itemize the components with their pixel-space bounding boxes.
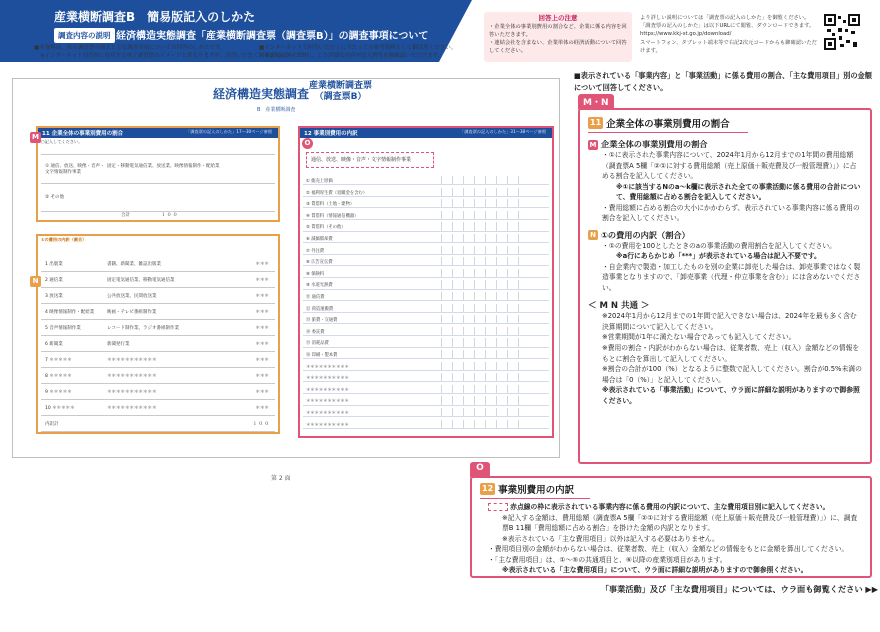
expense-item-label: ⑬ 旅費・交通費 bbox=[306, 318, 338, 324]
tab-mn: M・N bbox=[578, 94, 614, 109]
cell: ＊＊＊ bbox=[255, 310, 269, 315]
note-1b: ※インターネット回答時に使用する電子調査票のイメージと異なりますが、回答いただく調査事項は同じです。 bbox=[40, 53, 314, 60]
m-line-3: ・費用総額に占める割合の大小にかかわらず、表示されている事業内容に係る費用の割合を記入してください。 bbox=[602, 203, 860, 223]
table-row bbox=[41, 368, 275, 384]
amount-cells[interactable] bbox=[431, 396, 527, 404]
cell: 8 ＊＊＊＊＊ bbox=[45, 374, 72, 379]
common-line-5: ※表示されている「事業活動」について、ウラ面に詳細な説明がありますので御参照ください。 bbox=[602, 386, 860, 405]
expense-item-label: ⑭ 委託費 bbox=[306, 329, 325, 335]
amount-cells[interactable] bbox=[431, 246, 527, 254]
preview-title: 経済構造実態調査 bbox=[213, 87, 310, 101]
cell: 9 ＊＊＊＊＊ bbox=[45, 390, 72, 395]
table-row bbox=[303, 373, 549, 382]
cell: 6 新聞業 bbox=[45, 342, 63, 347]
tab-o: O bbox=[470, 462, 490, 477]
expense-item-label: ③ 賃借料（土地・建物） bbox=[306, 202, 355, 208]
amount-cells[interactable] bbox=[431, 385, 527, 393]
info-line-3: スマートフォン、タブレット端末等で右記2次元コードからも御確認いただけます。 bbox=[640, 39, 817, 54]
note-2: ■インターネットで回答いただくに当たっての参考資料として御活用ください。 bbox=[259, 45, 457, 51]
o-line-6: ※表示されている「主な費用項目」について、ウラ面に詳細な説明がありますので御参照ください。 bbox=[502, 566, 808, 575]
heading-m bbox=[588, 139, 862, 150]
table-row bbox=[303, 304, 549, 313]
amount-cells[interactable] bbox=[431, 373, 527, 381]
right-intro: ■表示されている「事業内容」と「事業活動」に係る費用の割合、「主な費用項目」別の金額について回答してください。 bbox=[574, 71, 872, 92]
table-row bbox=[303, 315, 549, 324]
expense-item-label: ⑯ 印刷・製本費 bbox=[306, 353, 338, 358]
cell: ＊＊＊ bbox=[255, 342, 269, 347]
cell: 映画・テレビ番組制作業 bbox=[107, 310, 157, 315]
table-row bbox=[41, 256, 275, 272]
cell: ＊＊＊ bbox=[255, 406, 269, 411]
expense-item-label: ⑤ 賃借料（その他） bbox=[306, 225, 346, 231]
caution-box bbox=[484, 12, 632, 62]
cell: 5 音声情報制作業 bbox=[45, 326, 81, 331]
heading-m-text: 企業全体の事業別費用の割合 bbox=[601, 139, 708, 149]
amount-cells[interactable] bbox=[431, 199, 527, 207]
table-row bbox=[41, 154, 275, 184]
preview-form-name bbox=[309, 81, 372, 103]
amount-cells[interactable] bbox=[431, 315, 527, 323]
common-line-2: ※営業期間が1年に満たない場合であっても記入してください。 bbox=[602, 333, 796, 342]
download-url[interactable]: https://www.kkj-st.go.jp/download/ bbox=[640, 31, 732, 38]
amount-cells[interactable] bbox=[431, 269, 527, 277]
cell: 10 ＊＊＊＊＊ bbox=[45, 406, 75, 411]
n-letter: N bbox=[588, 230, 598, 240]
info-line-1: より詳しい説明については「調査票の記入のしかた」を御覧ください。 bbox=[640, 15, 810, 21]
expense-item-label: ⑮ 消耗品費 bbox=[306, 341, 329, 347]
amount-cells[interactable] bbox=[431, 350, 527, 358]
header-notes bbox=[34, 44, 494, 61]
expense-item-label: ＊＊＊＊＊＊＊＊＊＊ bbox=[306, 376, 349, 382]
preview-section-o bbox=[298, 126, 554, 438]
expense-item-label: ⑧ 広告宣伝費 bbox=[306, 260, 333, 266]
table-row bbox=[303, 420, 549, 429]
amount-cells[interactable] bbox=[431, 188, 527, 196]
preview-section-m bbox=[36, 126, 280, 222]
table-row bbox=[41, 400, 275, 416]
cell: １ ０ ０ bbox=[252, 422, 269, 427]
target-business-box: 通信、放送、映像・音声・文字情報制作事業 bbox=[306, 152, 434, 168]
cell: ＊＊＊ bbox=[255, 294, 269, 299]
cell: ＊＊＊ bbox=[255, 262, 269, 267]
divider bbox=[480, 498, 590, 499]
marker-n: N bbox=[30, 276, 41, 287]
o-line-1-text: 赤点線の枠に表示されている事業内容に係る費用の内訳について、主な費用項目別に記入してください。 bbox=[510, 503, 830, 511]
o-line-1 bbox=[488, 502, 862, 513]
caution-line-1: ・企業全体の事業別費用の割合など、企業に係る内容を回答いただきます。 bbox=[489, 23, 627, 38]
expense-item-label: ⑦ 外注費 bbox=[306, 248, 325, 254]
n-line-2: ※a行にあらかじめ「***」が表示されている場合は記入不要です。 bbox=[616, 252, 821, 261]
table-row bbox=[303, 408, 549, 417]
expense-item-label: ＊＊＊＊＊＊＊＊＊＊ bbox=[306, 399, 349, 405]
m-line-2: ※①に該当するNのa～k欄に表示された全ての事業活動に係る費用の合計について、費用総額に占める割合を記入してください。 bbox=[616, 182, 861, 202]
table-row bbox=[41, 288, 275, 304]
amount-cells[interactable] bbox=[431, 420, 527, 428]
expense-item-label: ＊＊＊＊＊＊＊＊＊＊ bbox=[306, 411, 349, 416]
table-row bbox=[303, 292, 549, 301]
amount-cells[interactable] bbox=[431, 211, 527, 219]
table-row bbox=[41, 416, 275, 432]
caution-title: 回答上の注意 bbox=[538, 14, 578, 22]
expense-item-label: ＊＊＊＊＊＊＊＊＊＊ bbox=[306, 364, 349, 370]
m-line-1: ・①に表示された事業内容について、2024年1月から12月までの1年間の費用総額（調査票A 5欄「②①に対する費用総額（売上原価＋販売費及び一般管理費）」）に占める割合を記入してください。 bbox=[602, 151, 857, 181]
m-letter: M bbox=[589, 140, 597, 149]
section-o-title: 12 事業別費用の内訳 bbox=[304, 131, 358, 137]
table-row bbox=[303, 211, 549, 220]
page-title: 産業横断調査B 簡易版記入のしかた bbox=[54, 10, 256, 24]
heading-n-text: ①の費用の内訳（割合） bbox=[601, 229, 690, 240]
section-o-explainer bbox=[470, 476, 872, 578]
section-m-text: ○記入してください。 bbox=[41, 139, 83, 144]
table-row bbox=[303, 176, 549, 185]
table-row bbox=[303, 234, 549, 243]
divider bbox=[588, 132, 748, 133]
expense-item-label: ② 福利厚生費（退職金を含む） bbox=[306, 190, 368, 196]
expense-item-label: ④ 賃借料（情報通信機器） bbox=[306, 213, 359, 219]
page-subtitle: 経済構造実態調査「産業横断調査票（調査票B）」の調査事項について bbox=[116, 31, 429, 42]
amount-cells[interactable] bbox=[431, 338, 527, 346]
section-m-header bbox=[38, 128, 278, 138]
table-row bbox=[41, 336, 275, 352]
table-row bbox=[303, 280, 549, 289]
n-line-3: ・自企業内で製造・加工したものを別の企業に卸売した場合は、卸売事業ではなく製造事業となりますので、「卸売事業（代理・仲立事業を含む）」には含めないでください。 bbox=[602, 262, 861, 292]
cell: ＊＊＊＊＊＊＊＊＊＊＊ bbox=[107, 358, 157, 363]
cell: 固定電気通信業、移動電気通信業 bbox=[107, 278, 175, 283]
expense-item-label: ⑫ 荷造運搬費 bbox=[306, 306, 334, 312]
caution-line-2: ・連結会社を含まない、企業単体の経済活動について回答してください。 bbox=[489, 39, 627, 54]
note-2b: ※2次元コードから、より詳細な内容や記入例等を御確認いただけます。 bbox=[265, 53, 444, 60]
preview-section-n bbox=[36, 234, 280, 434]
table-row bbox=[303, 350, 549, 359]
expense-item-label: ⑩ 水道光熱費 bbox=[306, 283, 333, 289]
amount-cells[interactable] bbox=[431, 234, 527, 242]
section-mn-explainer bbox=[578, 108, 872, 464]
cell: ＊＊＊＊＊＊＊＊＊＊＊ bbox=[107, 374, 157, 379]
info-right bbox=[640, 14, 818, 55]
amount-cells[interactable] bbox=[431, 222, 527, 230]
table-row bbox=[41, 304, 275, 320]
cell: ＊＊＊＊＊＊＊＊＊＊＊ bbox=[107, 406, 157, 411]
heading-11-text: 企業全体の事業別費用の割合 bbox=[606, 119, 730, 130]
footer-note: 「事業活動」及び「主な費用項目」については、ウラ面も御覧ください ▶▶ bbox=[600, 584, 878, 594]
section-m-title: 11 企業全体の事業別費用の割合 bbox=[42, 131, 124, 137]
o-line-3: ※表示されている「主な費用項目」以外は記入する必要はありません。 bbox=[502, 534, 719, 543]
common-line-1: ※2024年1月から12月までの1年間で記入できない場合は、2024年を最も多く含む決算期間について記入してください。 bbox=[602, 312, 857, 331]
cell: １ ０ ０ bbox=[161, 213, 178, 218]
cell: ＊＊＊ bbox=[255, 358, 269, 363]
cell: ＊＊＊ bbox=[255, 390, 269, 395]
cell: 内訳計 bbox=[45, 422, 59, 427]
table-row bbox=[41, 352, 275, 368]
table-row bbox=[303, 257, 549, 266]
amount-cells[interactable] bbox=[431, 280, 527, 288]
cell: 書籍、新聞業、雑誌出版業 bbox=[107, 262, 161, 267]
expense-item-label: ＊＊＊＊＊＊＊＊＊＊ bbox=[306, 422, 349, 428]
o-line-5: ・「主な費用項目」は、①～⑤の共通項目と、⑥以降の産業別項目があります。 bbox=[488, 555, 727, 564]
section-o-ref: 「調査票の記入のしかた」31～38ページ参照 bbox=[460, 129, 546, 134]
table-row bbox=[41, 384, 275, 400]
cell: 4 映像情報制作・配給業 bbox=[45, 310, 95, 315]
cell: 7 ＊＊＊＊＊ bbox=[45, 358, 72, 363]
amount-cells[interactable] bbox=[431, 327, 527, 335]
heading-12-number: 12 bbox=[482, 484, 494, 493]
heading-n bbox=[588, 230, 862, 241]
o-line-2: ※記入する金額は、費用総額（調査票A 5欄「②①に対する費用総額（売上原価＋販売費及び一般管理費）」）に、調査票B 11欄「費用総額に占める割合」を掛けた金額の内訳となります。 bbox=[502, 513, 858, 533]
table-row bbox=[303, 199, 549, 208]
table-row bbox=[303, 269, 549, 278]
heading-12-text: 事業別費用の内訳 bbox=[498, 485, 575, 496]
section-o-header bbox=[300, 128, 552, 138]
cell: ① 通信、放送、映像・音声・文字情報制作事業 bbox=[45, 164, 105, 175]
cell: 1 出版業 bbox=[45, 262, 63, 267]
header-tag: 調査内容の説明 bbox=[54, 28, 115, 43]
cell: ② その他 bbox=[45, 195, 64, 200]
amount-cells[interactable] bbox=[431, 257, 527, 265]
marker-m: M bbox=[30, 132, 41, 143]
table-row bbox=[41, 272, 275, 288]
heading-11 bbox=[588, 116, 862, 130]
cell: ＊＊＊ bbox=[255, 374, 269, 379]
amount-cells[interactable] bbox=[431, 304, 527, 312]
amount-cells[interactable] bbox=[431, 408, 527, 416]
marker-o: O bbox=[302, 138, 313, 149]
expense-item-label: ＊＊＊＊＊＊＊＊＊＊ bbox=[306, 387, 349, 393]
cell: 公共放送業、民間放送業 bbox=[107, 294, 157, 299]
table-row bbox=[303, 396, 549, 405]
preview-form-name-1: 産業横断調査票 bbox=[309, 81, 373, 91]
table-row bbox=[41, 212, 275, 220]
expense-item-label: ① 総売上原価 bbox=[306, 179, 333, 184]
cell: 2 通信業 bbox=[45, 278, 63, 283]
cell: ＊＊＊ bbox=[255, 278, 269, 283]
cell: 固定・移動電気通信業、放送業、映像情報制作・配給業 bbox=[107, 164, 220, 169]
section-m-ref: 「調査票の記入のしかた」17～30ページ参照 bbox=[186, 129, 272, 134]
table-row bbox=[41, 320, 275, 336]
common-line-4: ※割合の合計が100（%）となるように整数で記入してください。割合が0.5%未満の場合は「0（%）」と記入してください。 bbox=[602, 365, 862, 384]
o-line-4: ・費用項目別の金額がわからない場合は、従業者数、売上（収入）金額などの情報をもとに金額を算出してください。 bbox=[488, 545, 849, 554]
cell: 3 放送業 bbox=[45, 294, 63, 299]
note-1: ■本資料は、紙の調査票の様式と主な調査事項についての回答のしかたです。 bbox=[34, 45, 226, 51]
table-row bbox=[303, 188, 549, 197]
cell: レコード制作業、ラジオ番組制作業 bbox=[107, 326, 179, 331]
table-row bbox=[303, 362, 549, 371]
heading-12 bbox=[480, 482, 862, 496]
expense-item-label: ⑪ 通信費 bbox=[306, 295, 325, 300]
cell: 新聞発行業 bbox=[107, 342, 130, 347]
section-n-title: ①の費用の内訳（割合） bbox=[41, 237, 87, 242]
preview-form-name-2: （調査票B） bbox=[314, 91, 367, 102]
table-row bbox=[303, 246, 549, 255]
dashed-frame-icon bbox=[488, 503, 508, 511]
expense-item-label: ⑨ 保険料 bbox=[306, 271, 325, 277]
table-row bbox=[303, 327, 549, 336]
cell: 合計 bbox=[121, 213, 130, 218]
table-row bbox=[41, 186, 275, 212]
qr-code-icon[interactable] bbox=[824, 14, 860, 50]
amount-cells[interactable] bbox=[431, 362, 527, 370]
table-row bbox=[303, 222, 549, 231]
cell: ＊＊＊ bbox=[255, 326, 269, 331]
heading-11-number: 11 bbox=[590, 118, 602, 127]
page-number: 第 2 面 bbox=[271, 475, 291, 482]
info-line-2: 「調査票の記入のしかた」は以下URLにて閲覧、ダウンロードできます。 bbox=[640, 23, 815, 30]
common-heading: ＜ M N 共通 ＞ bbox=[588, 301, 650, 312]
amount-cells[interactable] bbox=[431, 176, 527, 184]
amount-cells[interactable] bbox=[431, 292, 527, 300]
table-row bbox=[303, 338, 549, 347]
preview-badge: B 産業横断調査 bbox=[257, 107, 296, 113]
cell: ＊＊＊＊＊＊＊＊＊＊＊ bbox=[107, 390, 157, 395]
expense-item-label: ⑥ 減価償却費 bbox=[306, 237, 333, 242]
n-line-1: ・①の費用を100としたときのaの事業活動の費用割合を記入してください。 bbox=[602, 241, 836, 250]
common-line-3: ※費用の割合・内訳がわからない場合は、従業者数、売上（収入）金額などの情報をもとに割合を算出して記入してください。 bbox=[602, 343, 860, 363]
table-row bbox=[303, 385, 549, 394]
